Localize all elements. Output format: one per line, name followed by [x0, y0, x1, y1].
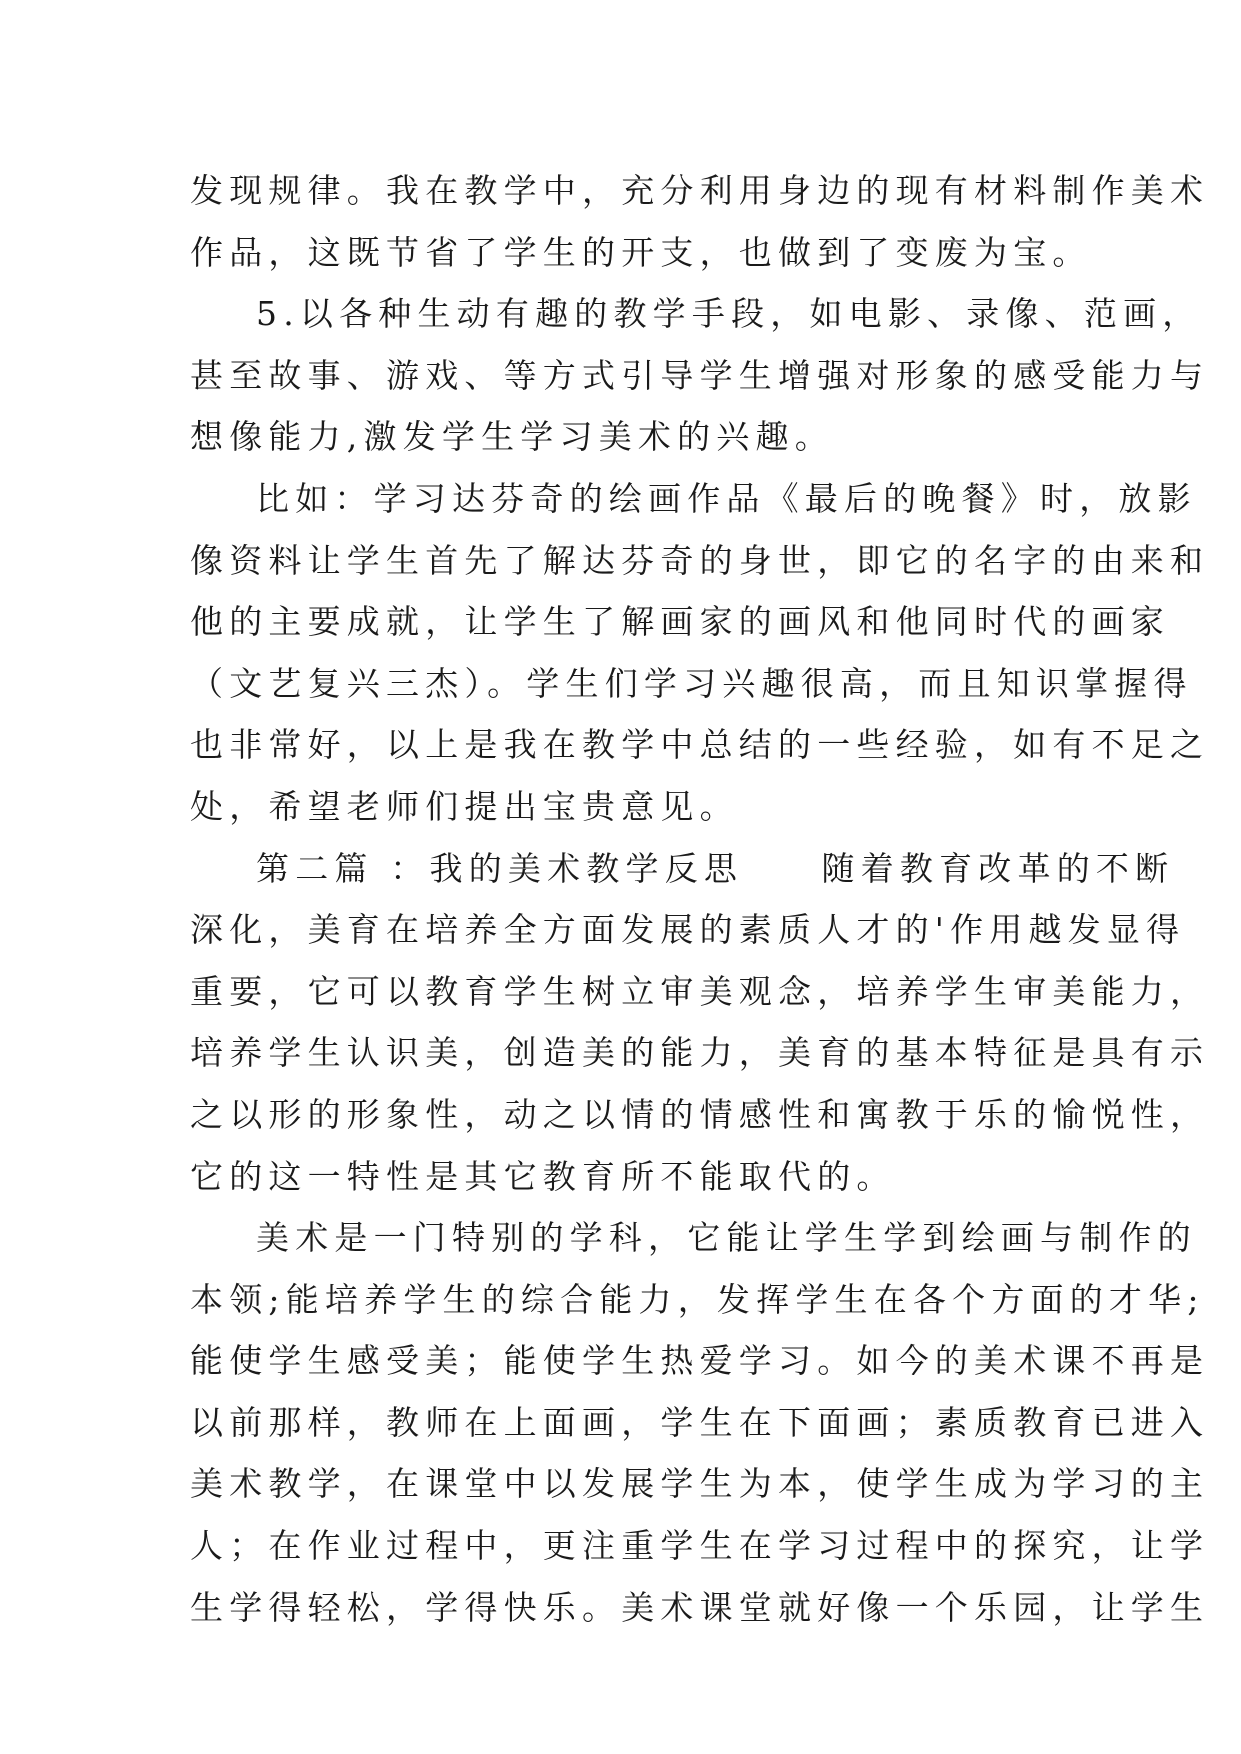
text-line: 发现规律。我在教学中，充分利用身边的现有材料制作美术 — [190, 171, 1210, 210]
body-text — [190, 160, 1210, 1638]
text-line: 甚至故事、游戏、等方式引导学生增强对形象的感受能力与 — [190, 355, 1210, 395]
text-line: 处，希望老师们提出宝贵意见。 — [190, 786, 739, 826]
text-line: 作品，这既节省了学生的开支，也做到了变废为宝。 — [190, 232, 1092, 272]
text-line: 重要，它可以教育学生树立审美观念，培养学生审美能力， — [190, 971, 1210, 1011]
text-line: 生学得轻松，学得快乐。美术课堂就好像一个乐园，让学生 — [190, 1587, 1210, 1627]
text-line: 他的主要成就，让学生了解画家的画风和他同时代的画家 — [190, 602, 1170, 642]
text-line: 也非常好，以上是我在教学中总结的一些经验，如有不足之 — [190, 725, 1210, 765]
text-line: 像资料让学生首先了解达芬奇的身世，即它的名字的由来和 — [190, 540, 1210, 580]
text-line: 美术教学，在课堂中以发展学生为本，使学生成为学习的主 — [190, 1464, 1210, 1504]
text-line: 深化，美育在培养全方面发展的素质人才的'作用越发显得 — [190, 910, 1186, 950]
text-line: 培养学生认识美，创造美的能力，美育的基本特征是具有示 — [190, 1033, 1210, 1073]
text-line: 美术是一门特别的学科，它能让学生学到绘画与制作的 — [256, 1218, 1197, 1258]
text-line: 它的这一特性是其它教育所不能取代的。 — [190, 1156, 896, 1196]
text-line: 能使学生感受美；能使学生热爱学习。如今的美术课不再是 — [190, 1341, 1210, 1381]
text-line: 之以形的形象性，动之以情的情感性和寓教于乐的愉悦性， — [190, 1094, 1210, 1134]
text-line: （文艺复兴三杰）。学生们学习兴趣很高，而且知识掌握得 — [190, 663, 1193, 703]
text-line: 以前那样，教师在上面画，学生在下面画；素质教育已进入 — [190, 1402, 1210, 1442]
text-line: 比如：学习达芬奇的绘画作品《最后的晚餐》时，放影 — [256, 478, 1197, 518]
text-line: 人；在作业过程中，更注重学生在学习过程中的探究，让学 — [190, 1526, 1210, 1566]
section-heading-line: 第二篇 ：我的美术教学反思 随着教育改革的不断 — [256, 848, 1175, 888]
text-line: 本领;能培养学生的综合能力，发挥学生在各个方面的才华; — [190, 1279, 1205, 1319]
text-line: 想像能力,激发学生学习美术的兴趣。 — [190, 417, 834, 457]
text-line: 5.以各种生动有趣的教学手段，如电影、录像、范画， — [256, 294, 1202, 334]
